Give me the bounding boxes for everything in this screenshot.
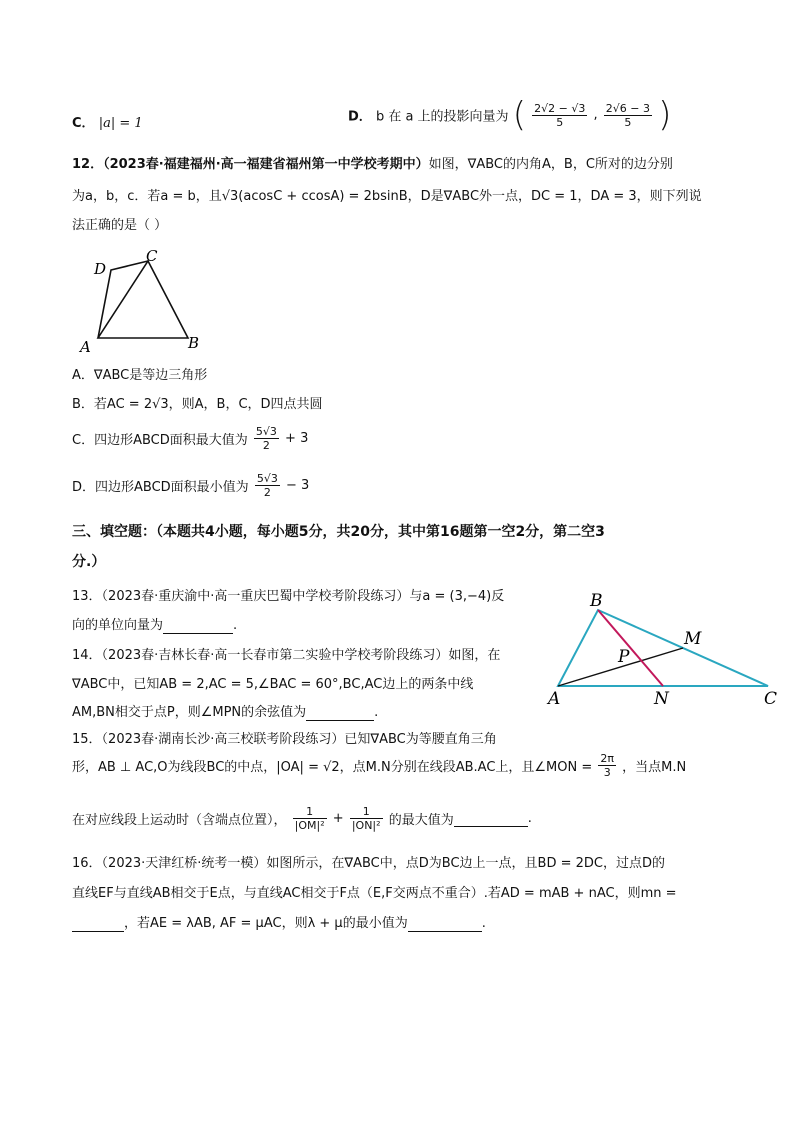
- label-c: C: [146, 247, 158, 265]
- option-text: b 在 a 上的投影向量为: [375, 109, 509, 125]
- option-text: |a| = 1: [98, 116, 143, 131]
- section-header-cont: 分.）: [72, 554, 106, 570]
- answer-blank: [408, 916, 482, 932]
- label-n: N: [654, 689, 669, 709]
- q16-line2: 直线EF与直线AB相交于E点，与直线AC相交于F点（E,F交两点不重合）.若AD = mAB + nAC，则mn =: [72, 886, 677, 901]
- comma: ,: [593, 107, 598, 123]
- q15-line2: 形，AB ⊥ AC,O为线段BC的中点，|OA| = √2，点M.N分别在线段AB.AC上，且∠MON = $\frac{2\pi}{3}$ ，当点M.N: [72, 752, 687, 779]
- label-d: D: [94, 260, 107, 278]
- label-b: B: [590, 591, 603, 611]
- fraction: $\frac{2√6 - 3}{5}$: [605, 101, 650, 129]
- option-label: C．: [72, 116, 95, 131]
- label-a: A: [80, 338, 91, 356]
- q13-line1: 13．（2023春·重庆渝中·高一重庆巴蜀中学校考阶段练习）与a = (3,−4)反: [72, 589, 505, 604]
- median-bn: [598, 610, 663, 686]
- q15-line3: 在对应线段上运动时（含端点位置）， $\frac{1}{\text{|OM|²}}$ + $\frac{1}{\text{|ON|²}}$ 的最大值为 .: [72, 805, 532, 832]
- left-paren: (: [512, 95, 526, 135]
- triangle-abc: [98, 261, 188, 338]
- q14-line1: 14．（2023春·吉林长春·高一长春市第二实验中学校考阶段练习）如图，在: [72, 648, 501, 663]
- q16-line1: 16．（2023·天津红桥·统考一模）如图所示，在∇ABC中，点D为BC边上一点，且BD = 2DC，过点D的: [72, 856, 665, 871]
- q12-line1: [72, 153, 673, 172]
- q12-line3: 法正确的是（ ）: [72, 218, 168, 233]
- q14-line3: AM,BN相交于点P，则∠MPN的余弦值为 .: [72, 705, 379, 720]
- option-label: D．: [348, 109, 372, 125]
- q12-figure: [76, 244, 206, 356]
- label-c: C: [764, 689, 778, 709]
- answer-blank: [454, 811, 528, 827]
- label-m: M: [684, 629, 702, 649]
- option-d-prev: [348, 95, 672, 135]
- section-header: 三、填空题：（本题共4小题，每小题5分，共20分，其中第16题第一空2分，第二空3: [72, 524, 605, 540]
- fraction: $\frac{2√2 - √3}{5}$: [534, 101, 586, 129]
- answer-blank: [306, 705, 374, 721]
- question-number: 12．: [72, 157, 104, 172]
- fraction: $\frac{1}{\text{|ON|²}}$: [351, 805, 381, 832]
- q12-option-c: C．四边形ABCD面积最大值为 $\frac{5√3}{2}$ + 3: [72, 425, 309, 452]
- fraction: $\frac{1}{\text{|OM|²}}$: [294, 805, 325, 832]
- answer-blank: [72, 916, 124, 932]
- q12-option-a: A．∇ABC是等边三角形: [72, 368, 208, 383]
- question-source: （2023春·福建福州·高一福建省福州第一中学校考期中）: [103, 157, 429, 172]
- label-a: A: [548, 689, 561, 709]
- fraction: $\frac{5√3}{2}$: [255, 425, 277, 452]
- q14-line2: ∇ABC中，已知AB = 2,AC = 5,∠BAC = 60°,BC,AC边上的两条中线: [72, 677, 474, 692]
- answer-blank: [163, 618, 233, 634]
- q12-option-d: D．四边形ABCD面积最小值为 $\frac{5√3}{2}$ − 3: [72, 472, 310, 499]
- triangle-abc: [558, 610, 768, 686]
- fraction: $\frac{5√3}{2}$: [256, 472, 278, 499]
- q13-line2: 向的单位向量为 .: [72, 618, 238, 633]
- q12-option-b: B．若AC = 2√3，则A，B，C，D四点共圆: [72, 397, 323, 412]
- question-text: 如图，∇ABC的内角A，B，C所对的边分别: [428, 157, 673, 172]
- label-p: P: [618, 647, 630, 667]
- q14-figure: [546, 590, 782, 710]
- q15-line1: 15．（2023春·湖南长沙·高三校联考阶段练习）已知∇ABC为等腰直角三角: [72, 732, 497, 747]
- option-c-prev: [72, 112, 143, 131]
- right-paren: ): [658, 95, 672, 135]
- fraction: $\frac{2\pi}{3}$: [600, 752, 615, 779]
- label-b: B: [188, 334, 200, 352]
- q16-line3: ，若AE = λAB, AF = μAC，则λ + μ的最小值为 .: [72, 912, 486, 932]
- q12-line2: 为a，b，c．若a = b，且√3(acosC + ccosA) = 2bsinB，D是∇ABC外一点，DC = 1，DA = 3，则下列说: [72, 189, 702, 204]
